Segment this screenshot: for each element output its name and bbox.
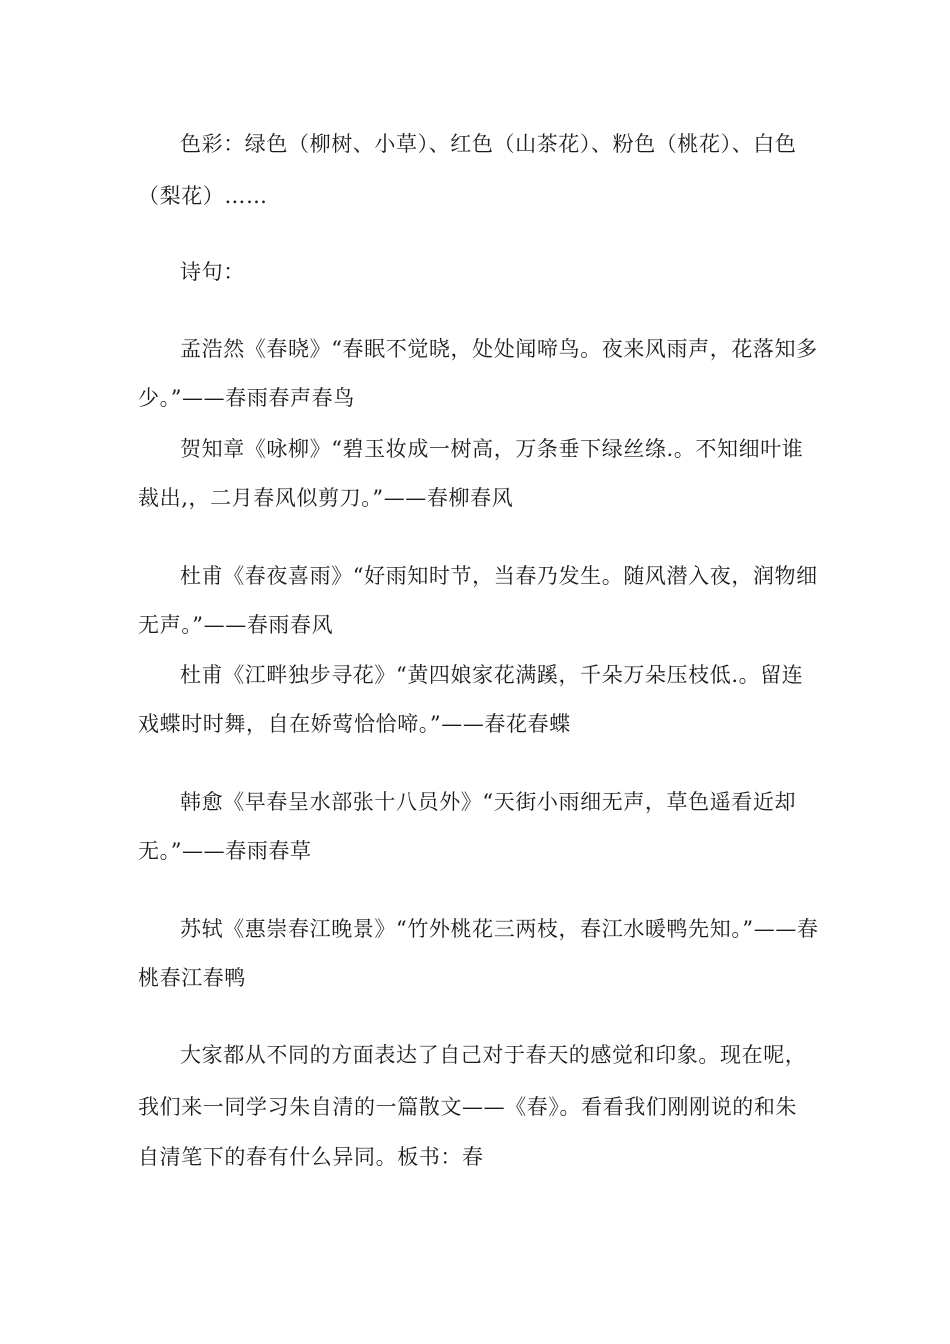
- poem-2-line-2: 裁出,，二月春风似剪刀。”——春柳春风: [138, 486, 514, 510]
- colors-line-1: 色彩：绿色（柳树、小草）、红色（山茶花）、粉色（桃花）、白色: [180, 132, 797, 156]
- poems-heading: 诗句：: [180, 260, 245, 284]
- poem-3-line-1: 杜甫《春夜喜雨》“好雨知时节，当春乃发生。随风潜入夜，润物细: [180, 564, 818, 588]
- poem-4-line-1: 杜甫《江畔独步寻花》“黄四娘家花满蹊，千朵万朵压枝低.。留连: [180, 663, 804, 687]
- poem-5-line-1: 韩愈《早春呈水部张十八员外》“天街小雨细无声，草色遥看近却: [180, 790, 797, 814]
- poem-6-line-1: 苏轼《惠崇春江晚景》“竹外桃花三两枝，春江水暖鸭先知。”——春: [180, 917, 819, 941]
- poem-1-line-1: 孟浩然《春晓》“春眠不觉晓，处处闻啼鸟。夜来风雨声，花落知多: [180, 337, 818, 361]
- poem-6-line-2: 桃春江春鸭: [138, 966, 246, 990]
- poem-5-line-2: 无。”——春雨春草: [138, 839, 312, 863]
- closing-line-1: 大家都从不同的方面表达了自己对于春天的感觉和印象。现在呢，: [180, 1043, 807, 1067]
- poem-4-line-2: 戏蝶时时舞，自在娇莺恰恰啼。”——春花春蝶: [138, 712, 571, 736]
- poem-2-line-1: 贺知章《咏柳》“碧玉妆成一树高，万条垂下绿丝绦.。不知细叶谁: [180, 437, 804, 461]
- closing-line-3: 自清笔下的春有什么异同。板书：春: [138, 1145, 484, 1169]
- closing-line-2: 我们来一同学习朱自清的一篇散文——《春》。看看我们刚刚说的和朱: [138, 1095, 798, 1119]
- colors-line-2: （梨花）……: [138, 184, 268, 208]
- poem-3-line-2: 无声。”——春雨春风: [138, 613, 334, 637]
- poem-1-line-2: 少。”——春雨春声春鸟: [138, 386, 355, 410]
